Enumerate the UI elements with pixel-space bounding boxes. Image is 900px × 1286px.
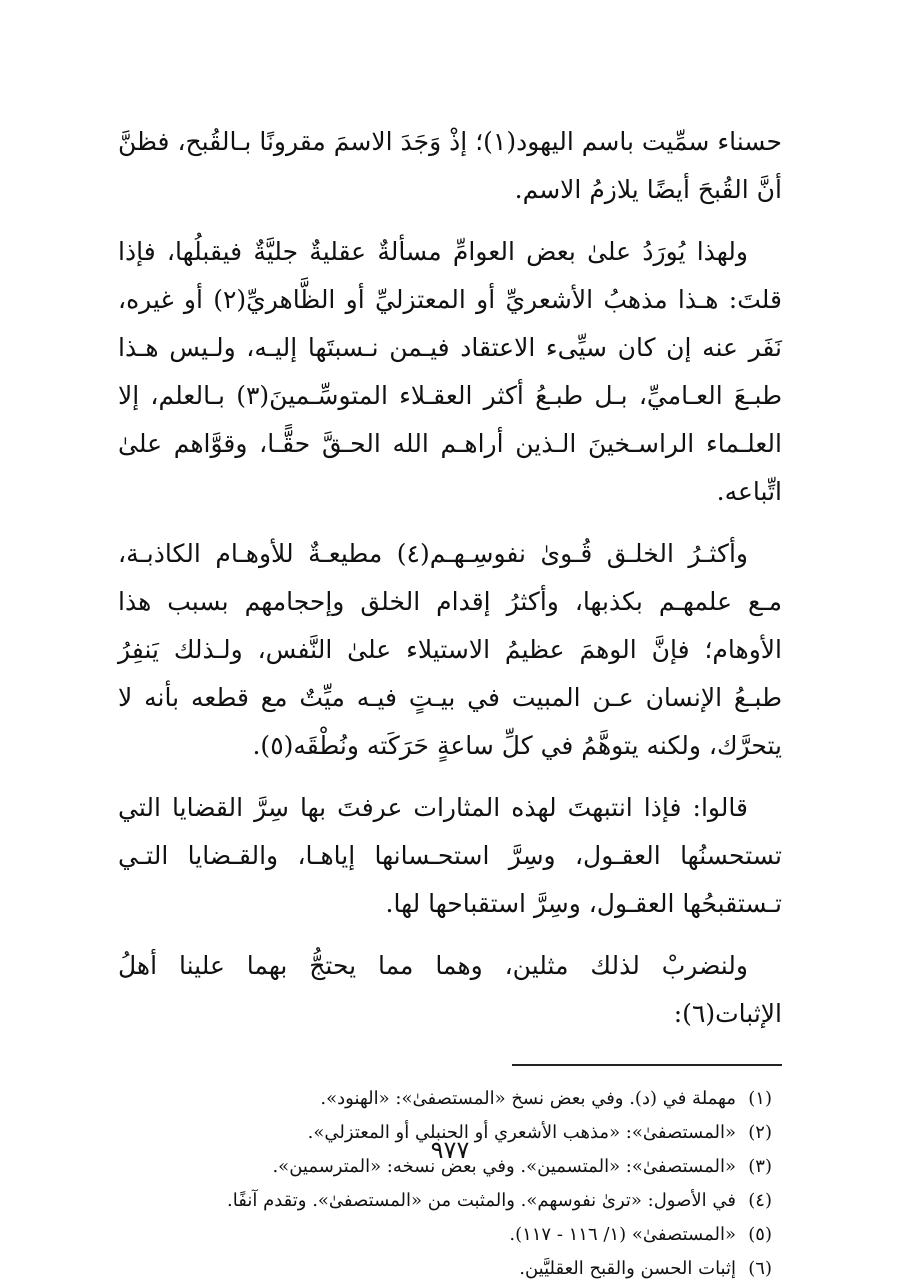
page-number: ٩٧٧ bbox=[430, 1136, 470, 1164]
footnote-1 bbox=[118, 1082, 772, 1116]
paragraph-2: ولهذا يُورَدُ علىٰ بعض العوامِّ مسألةٌ عقليةٌ جليَّةٌ فيقبلُها، فإذا قلتَ: هـذا مذهبُ الأشعريِّ أو المعتزليِّ أو الظَّاهريِّ(٢) أو غيره، نَفَر عنه إن كان سيِّىء الاعتقاد فيـمن نـسبتَها إليـه، ولـيس هـذا طبـعَ العـاميِّ، بـل طبـعُ أكثر العقـلاء المتوسِّـمينَ(٣) بـالعلم، إلا العلـماء الراسـخينَ الـذين أراهـم الله الحـقَّ حقًّـا، وقوَّاهم علىٰ اتِّباعه. bbox=[118, 237, 782, 506]
footnote-text: «المستصفىٰ»: «المتسمين». وفي بعض نسخه: «المترسمين». bbox=[272, 1156, 736, 1177]
paragraph-4: قالوا: فإذا انتبهتَ لهذه المثارات عرفتَ بها سِرَّ القضايا التي تستحسنُها العقـول، وسِرَّ استحـسانها إياهـا، والقـضايا التـي تـستقبحُها العقـول، وسِرَّ استقباحها لها. bbox=[118, 793, 782, 918]
footnote-text: «المستصفىٰ» (١/ ١١٦ - ١١٧). bbox=[509, 1224, 736, 1245]
footnote-5 bbox=[118, 1218, 772, 1252]
paragraph-5: ولنضربْ لذلك مثلين، وهما مما يحتجُّ بهما علينا أهلُ الإثبات(٦): bbox=[118, 951, 782, 1028]
footnote-number: (٣) bbox=[748, 1156, 772, 1177]
footnote-number: (٢) bbox=[748, 1122, 772, 1143]
footnote-separator bbox=[512, 1064, 782, 1066]
paragraph-1: حسناء سمِّيت باسم اليهود(١)؛ إذْ وَجَدَ الاسمَ مقرونًا بـالقُبح، فظنَّ أنَّ القُبحَ أيضًا يلازمُ الاسم. bbox=[118, 127, 782, 204]
paragraph-3: وأكثـرُ الخلـق قُـوىٰ نفوسِـهـم(٤) مطيعـةٌ للأوهـام الكاذبـة، مـع علمهـم بكذبها، وأكثرُ إقدام الخلق وإحجامهم بسبب هذا الأوهام؛ فإنَّ الوهمَ عظيمُ الاستيلاء علىٰ النَّفس، ولـذلك يَنفِرُ طبـعُ الإنسان عـن المبيت في بيـتٍ فيـه ميِّتٌ مع قطعه بأنه لا يتحرَّك، ولكنه يتوهَّمُ في كلِّ ساعةٍ حَرَكَته ونُطْقَه(٥). bbox=[118, 539, 782, 760]
footnote-number: (٤) bbox=[748, 1190, 772, 1211]
main-text bbox=[118, 118, 782, 1038]
footnote-4 bbox=[118, 1184, 772, 1218]
footnote-text: «المستصفىٰ»: «مذهب الأشعري أو الحنبلي أو المعتزلي». bbox=[307, 1122, 736, 1143]
footnotes bbox=[118, 1082, 782, 1286]
footnote-text: مهملة في (د). وفي بعض نسخ «المستصفىٰ»: «الهنود». bbox=[320, 1088, 736, 1109]
footnote-text: إثبات الحسن والقبح العقليَّين. bbox=[519, 1258, 736, 1279]
footnote-text: في الأصول: «ترىٰ نفوسهم». والمثبت من «المستصفىٰ». وتقدم آنفًا. bbox=[227, 1190, 736, 1211]
footnote-6 bbox=[118, 1252, 772, 1286]
footnote-number: (٦) bbox=[748, 1258, 772, 1279]
footnote-number: (٥) bbox=[748, 1224, 772, 1245]
document-page bbox=[118, 118, 782, 1279]
footnote-number: (١) bbox=[748, 1088, 772, 1109]
